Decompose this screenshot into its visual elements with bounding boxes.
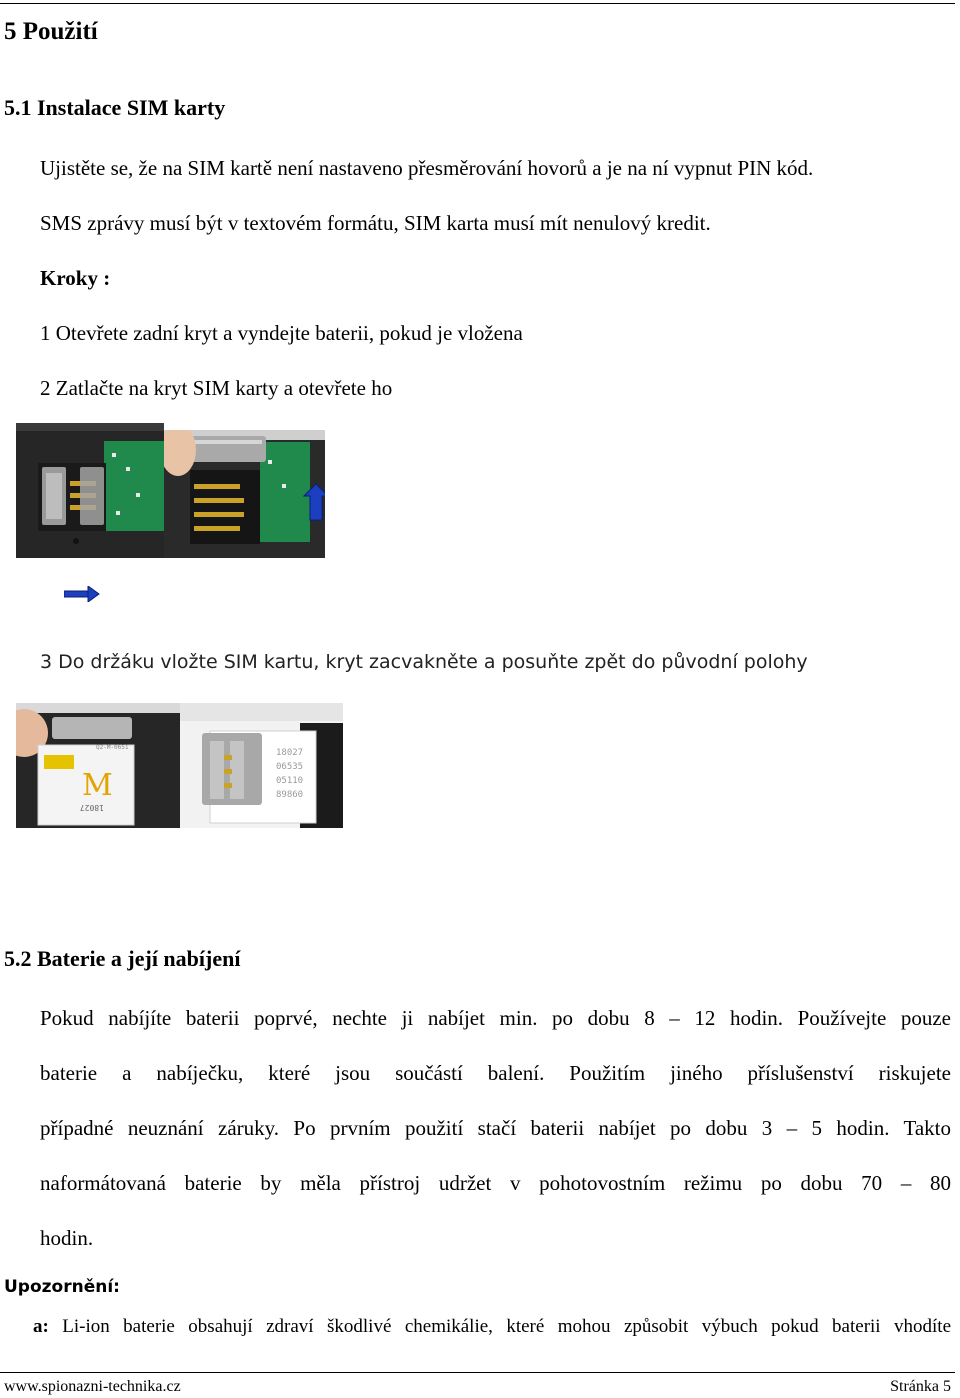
chapter-heading: 5 Použití [4,18,98,45]
steps-label: Kroky : [40,266,111,290]
sim-number-1: 18027 [79,803,104,812]
warning-item-a [33,1316,951,1338]
photo-sim-holder-closed [16,423,164,558]
arrow-right-icon [64,586,100,602]
battery-line-3: případné neuznání záruky. Po prvním použití stačí baterii nabíjet po dobu 3 – 5 hodin. Takto [40,1116,951,1140]
intro-line-2: SMS zprávy musí být v textovém formátu, SIM karta musí mít nenulový kredit. [40,211,711,235]
photo-sim-inserted [180,703,343,828]
step-3: 3 Do držáku vložte SIM kartu, kryt zacvakněte a posuňte zpět do původní polohy [40,651,808,673]
sim-number-a: 18027 [276,748,304,758]
battery-line-1: Pokud nabíjíte baterii poprvé, nechte ji nabíjet min. po dobu 8 – 12 hodin. Používejte pouze [40,1006,951,1030]
photo-insert-sim [16,703,180,828]
sim-number-c: 05110 [276,776,304,786]
battery-line-2: baterie a nabíječku, které jsou součástí balení. Použitím jiného příslušenství riskujete [40,1061,951,1085]
sim-card-logo: M [82,768,113,803]
battery-line-4: naformátovaná baterie by měla přístroj udržet v pohotovostním režimu po dobu 70 – 80 [40,1171,951,1195]
intro-line-1: Ujistěte se, že na SIM kartě není nastaveno přesměrování hovorů a je na ní vypnut PIN kód. [40,156,814,180]
battery-line-5: hodin. [40,1226,94,1250]
photo-sim-holder-open [164,430,325,558]
step-2: 2 Zatlačte na kryt SIM karty a otevřete ho [40,376,393,400]
sim-number-b: 06535 [276,762,304,772]
footer-rule [0,1372,955,1373]
top-rule [0,3,955,4]
warning-item-a-text: Li-ion baterie obsahují zdraví škodlivé chemikálie, které mohou způsobit výbuch pokud baterii vhodíte [62,1316,952,1337]
warning-item-a-label: a: [33,1316,49,1337]
section-title-battery: 5.2 Baterie a její nabíjení [4,946,241,971]
section-title-sim: 5.1 Instalace SIM karty [4,95,226,120]
sim-code: Q2-M-0651 [96,744,129,751]
sim-number-d: 89860 [276,790,304,800]
warning-title: Upozornění: [4,1277,120,1297]
footer-page-number: Stránka 5 [890,1378,951,1395]
footer-url: www.spionazni-technika.cz [4,1378,181,1395]
step-1: 1 Otevřete zadní kryt a vyndejte baterii, pokud je vložena [40,321,523,345]
